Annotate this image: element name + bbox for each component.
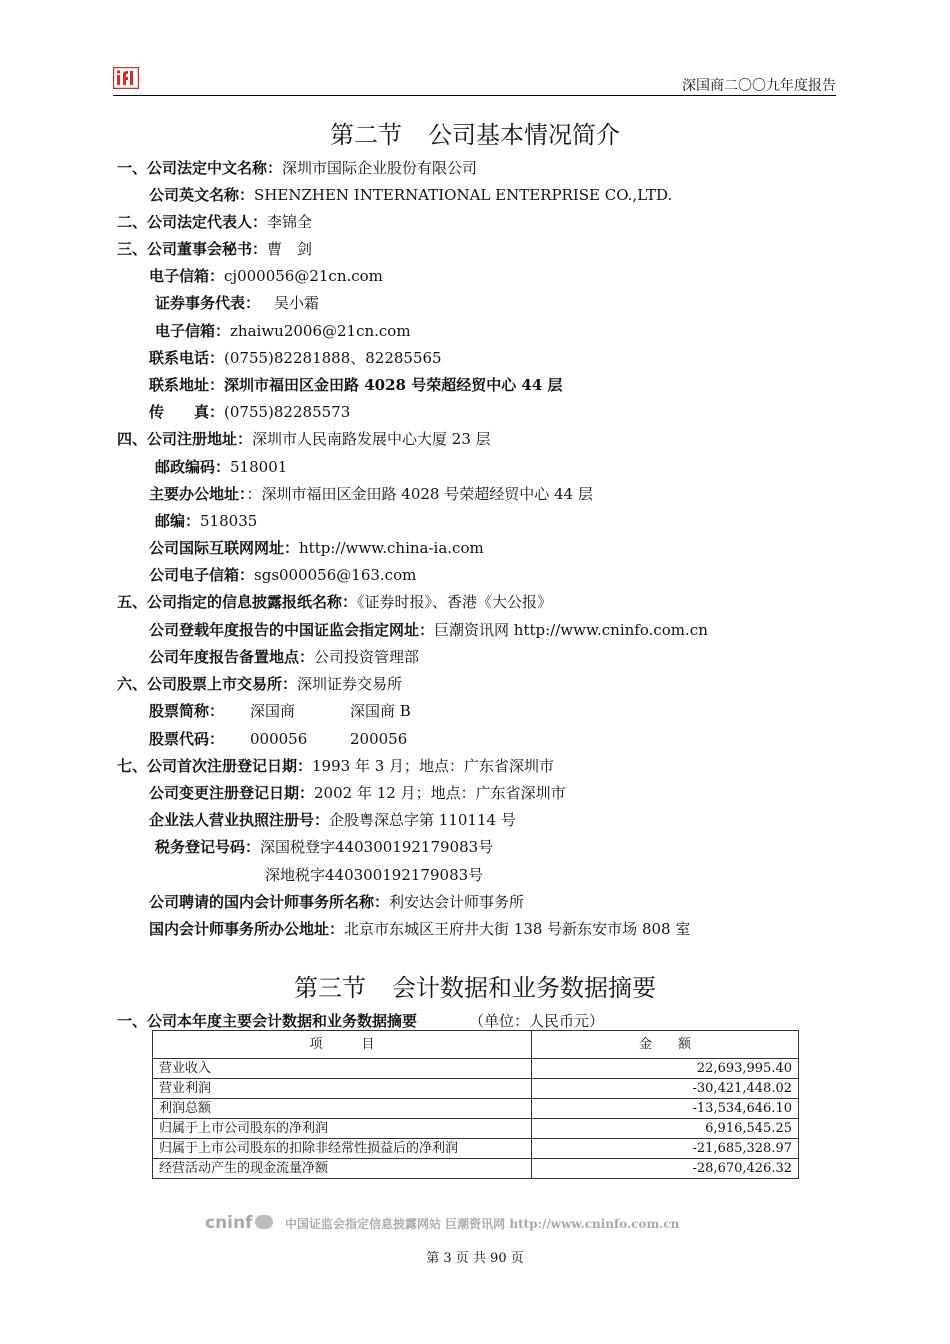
info-line: 五、公司指定的信息披露报纸名称：《证券时报》、香港《大公报》 bbox=[117, 593, 553, 611]
cninfo-logo bbox=[205, 1213, 279, 1233]
info-line: 税务登记号码：深国税登字440300192179083号 bbox=[155, 838, 494, 856]
info-line: 企业法人营业执照注册号：企股粤深总字第 110114 号 bbox=[149, 811, 516, 829]
info-line: 联系地址：深圳市福田区金田路 4028 号荣超经贸中心 44 层 bbox=[149, 376, 563, 394]
table-cell-item: 营业收入 bbox=[153, 1059, 532, 1079]
table-cell-item: 经营活动产生的现金流量净额 bbox=[153, 1159, 532, 1179]
section2-title bbox=[0, 115, 950, 150]
section3-title bbox=[0, 968, 950, 1003]
info-line: 电子信箱：zhaiwu2006@21cn.com bbox=[155, 322, 411, 340]
cninfo-logo-text: cninf bbox=[205, 1213, 253, 1233]
table-row bbox=[153, 1099, 799, 1119]
info-line: 七、公司首次注册登记日期：1993 年 3 月；地点：广东省深圳市 bbox=[117, 757, 555, 775]
accounting-summary-table bbox=[152, 1030, 799, 1179]
table-cell-amount: -28,670,426.32 bbox=[532, 1159, 799, 1179]
info-line: 一、公司法定中文名称：深圳市国际企业股份有限公司 bbox=[117, 159, 478, 177]
section3-sub-heading: 一、公司本年度主要会计数据和业务数据摘要 （单位：人民币元） bbox=[117, 1012, 605, 1030]
table-cell-item: 归属于上市公司股东的净利润 bbox=[153, 1119, 532, 1139]
header-title: 深国商二〇〇九年度报告 bbox=[682, 78, 836, 94]
table-cell-amount: -21,685,328.97 bbox=[532, 1139, 799, 1159]
table-cell-amount: 22,693,995.40 bbox=[532, 1059, 799, 1079]
table-row bbox=[153, 1079, 799, 1099]
info-line: 二、公司法定代表人：李锦全 bbox=[117, 213, 313, 231]
info-line: 股票代码： 000056 200056 bbox=[149, 730, 408, 748]
info-line: 公司年度报告备置地点：公司投资管理部 bbox=[149, 648, 420, 666]
table-row bbox=[153, 1119, 799, 1139]
page-number: 第 3 页 共 90 页 bbox=[426, 1251, 524, 1266]
info-line: 邮政编码：518001 bbox=[155, 458, 288, 476]
company-logo-icon bbox=[113, 67, 139, 89]
info-line: 联系电话：(0755)82281888、82285565 bbox=[149, 349, 442, 367]
info-line: 电子信箱：cj000056@21cn.com bbox=[149, 267, 383, 285]
info-line: 邮编：518035 bbox=[155, 512, 258, 530]
info-line: 公司聘请的国内会计师事务所名称：利安达会计师事务所 bbox=[149, 893, 525, 911]
table-cell-amount: 6,916,545.25 bbox=[532, 1119, 799, 1139]
section2-title-text: 公司基本情况简介 bbox=[428, 121, 620, 149]
section2-title-num: 第二节 bbox=[330, 121, 402, 149]
info-line: 国内会计师事务所办公地址：北京市东城区王府井大街 138 号新东安市场 808 室 bbox=[149, 920, 691, 938]
info-line: 公司变更注册登记日期：2002 年 12 月；地点：广东省深圳市 bbox=[149, 784, 566, 802]
table-cell-amount: -30,421,448.02 bbox=[532, 1079, 799, 1099]
footer-site-text: 中国证监会指定信息披露网站 巨潮资讯网 http://www.cninfo.com.cn bbox=[285, 1217, 680, 1231]
section3-title-num: 第三节 bbox=[294, 974, 366, 1002]
info-line: 公司国际互联网网址：http://www.china-ia.com bbox=[149, 539, 484, 557]
info-line: 三、公司董事会秘书：曹 剑 bbox=[117, 240, 313, 258]
info-line: 公司英文名称：SHENZHEN INTERNATIONAL ENTERPRISE CO.,LTD. bbox=[149, 186, 673, 204]
table-cell-item: 营业利润 bbox=[153, 1079, 532, 1099]
table-cell-amount: -13,534,646.10 bbox=[532, 1099, 799, 1119]
info-line: 公司登载年度报告的中国证监会指定网址：巨潮资讯网 http://www.cninfo.com.cn bbox=[149, 621, 708, 639]
info-line: 股票简称： 深国商 深国商 B bbox=[149, 702, 411, 720]
info-line: 传 真：(0755)82285573 bbox=[149, 403, 351, 421]
table-row bbox=[153, 1059, 799, 1079]
table-cell-item: 归属于上市公司股东的扣除非经常性损益后的净利润 bbox=[153, 1139, 532, 1159]
info-line: 主要办公地址：：深圳市福田区金田路 4028 号荣超经贸中心 44 层 bbox=[149, 485, 593, 503]
table-header-amount: 金 额 bbox=[532, 1031, 799, 1059]
cninfo-swoosh-icon bbox=[255, 1215, 273, 1229]
table-row bbox=[153, 1159, 799, 1179]
info-line: 六、公司股票上市交易所：深圳证券交易所 bbox=[117, 675, 403, 693]
section3-title-text: 会计数据和业务数据摘要 bbox=[392, 974, 656, 1002]
header-rule bbox=[113, 95, 836, 96]
table-header-row bbox=[153, 1031, 799, 1059]
info-line: 四、公司注册地址：深圳市人民南路发展中心大厦 23 层 bbox=[117, 430, 491, 448]
info-line: 公司电子信箱：sgs000056@163.com bbox=[149, 566, 417, 584]
table-header-item: 项 目 bbox=[153, 1031, 532, 1059]
table-row bbox=[153, 1139, 799, 1159]
table-cell-item: 利润总额 bbox=[153, 1099, 532, 1119]
info-line: 深地税字440300192179083号 bbox=[265, 866, 484, 884]
info-line: 证券事务代表： 吴小霜 bbox=[155, 294, 320, 312]
